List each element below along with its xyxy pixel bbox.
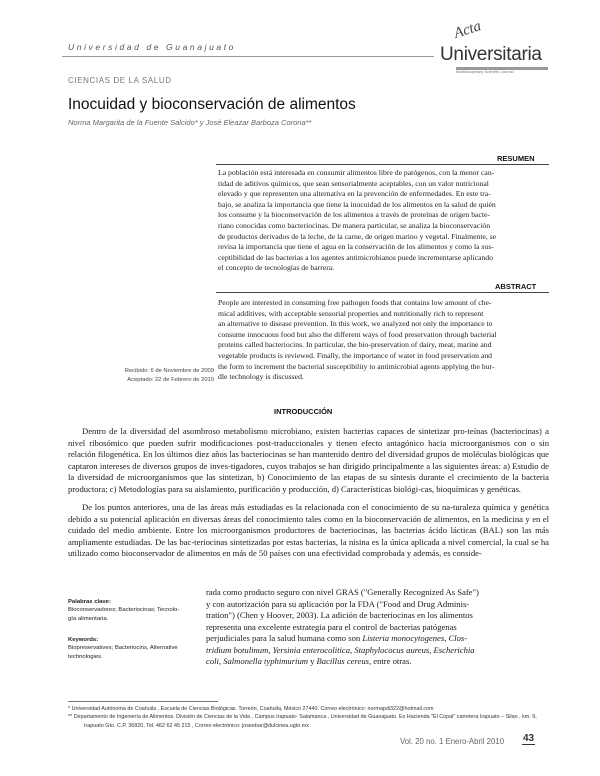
intro-continuation (206, 587, 549, 668)
logo-universitaria: Universitaria (440, 44, 542, 65)
accepted-date: Aceptado: 22 de Febrero de 2010 (127, 376, 214, 383)
page-number: 43 (523, 733, 535, 744)
resumen-line: los consume y la bioconservación de los alimentos a través de proteínas de origen bacte- (218, 210, 490, 220)
sep: , (218, 656, 222, 666)
resumen-line: tidad de aditivos químicos, que sean sensorialmente aceptables, con un valor nutricional (218, 178, 489, 188)
keywords-en-line: technologies. (68, 653, 103, 660)
cont-line (206, 633, 549, 645)
cont-line (206, 656, 549, 668)
keywords-es-label: Palabras clave: (68, 599, 111, 605)
resumen-line: La población está interesada en consumir alimentos libre de patógenos, con la menor can- (218, 168, 495, 177)
resumen-line: de productos derivados de la leche, de la carne, de origen marino y vegetal. Finalmente, se (218, 231, 497, 241)
species-clostridium-a: Clos- (448, 633, 468, 643)
abstract-heading: ABSTRACT (495, 282, 537, 291)
cont-line: tration") (Chen y Hoover, 2003). La adición de bacteriocinas en los alimentos (206, 610, 473, 620)
sep: , (444, 633, 447, 643)
logo-tagline: Multidisciplinary Scientific Journal (456, 70, 514, 74)
footnote-2: ** Departamento de Ingeniería de Alimentos. División de Ciencias de la Vida , Campus Irapuato- Salamanca , Universidad de Guanajuato. Ex Hacienda "El Copal" carretera Irapuato – Silao , km. 9, (68, 714, 537, 720)
species-listeria: Listeria monocytogenes (362, 633, 445, 643)
header-rule (62, 56, 434, 57)
intro-paragraph-1: Dentro de la diversidad del asombroso metabolismo microbiano, existen bacterias capaces de sintetizar pro-teínas (bacteriocinas) a nivel ribosómico que pueden sufrir modificaciones post-traduccionales y tienen efecto antagónico hacia microorganismos con o sin relación filogenética. En los últimos diez años las bacteriocinas se han mantenido dentro del diversidad grupos de moléculas biológicas que captaron intereses de diversos grupos de inves-tigadores, cuyos trabajos se han dirigido principalmente a las siguientes áreas: a) Estudio de la diversidad de microorganismos que las sintetizan, b) Conocimiento de las etapas de su síntesis durante el crecimiento de la bacteria productora; c) Metodologías para su aislamiento, purificación y producción, d) Características biológi-cas, bioquímicas y genéticas. (68, 426, 549, 494)
journal-logo (440, 18, 552, 80)
keywords-en (68, 636, 196, 661)
abstract-line: an alternative to disease prevention. In this work, we analyzed not only the importance to (218, 319, 493, 329)
footnote-1: * Universidad Autónoma de Coahuila , Escuela de Ciencias Biológicas. Torreón, Coahuila, México 27440. Correo electrónico: normapdi322@hotmail.com (68, 706, 434, 712)
article-dates (100, 367, 214, 384)
species-clostridium-b: tridium botulinum (206, 644, 269, 655)
cont-line (206, 645, 549, 657)
resumen-line: revisa la importancia que tiene el agua en la conservación de los alimentos y como la sus- (218, 242, 494, 252)
intro-paragraph-2: De los puntos anteriores, una de las áreas más estudiadas es la relacionada con el conocimiento de su na-turaleza química y genética debido a su potencial aplicación en diversas áreas del conocimiento tales como en la bioconservación de alimentos, en la medicina y en el cuidado del medio ambiente. Entre los microorganismos productores de bacteriocinas, las bacterias ácido lácticas (BAL) son las más ampliamente estudiadas. De las bac-teriocinas sintetizadas por estas bacterias, la nisina es la única aplicada a nivel comercial, la cual se ha utilizado como bioconservador de alimentos en más de 50 países con una efectividad comprobada y además, es conside- (68, 502, 549, 558)
cont-text: perjudiciales para la salud humana como son (206, 633, 361, 643)
resumen-heading: RESUMEN (497, 154, 535, 163)
resumen-line: ceptibilidad de las bacterias a los agentes antimicrobianos puede incrementarse aplicando (218, 252, 493, 262)
abstract-line: the form to increment the bacterial susceptibility to antimicrobial agents applying the hur- (218, 361, 495, 371)
abstract-text (218, 298, 549, 383)
cont-line: representa una excelente estrategia para el control de bacterias patógenas (206, 621, 457, 632)
sep: , (268, 644, 271, 655)
species-staphylococcus: Staphylococus aureus (354, 644, 430, 655)
species-bacillus: Bacillus cereus (316, 656, 369, 666)
received-date: Recibido: 6 de Noviembre de 2009 (124, 368, 214, 374)
sep: , entre otras. (368, 656, 412, 666)
keywords-en-line: Biopreservatives; Bacteriocins, Alternative (68, 645, 178, 652)
intro-body (68, 426, 549, 560)
resumen-line: bajo, se analiza la importancia que tiene la inocuidad de los alimentos en la salud de quién (218, 199, 496, 209)
abstract-line: dle technology is discussed. (218, 372, 304, 382)
resumen-line: riano conocidas como bacteriocinas. De manera particular, se analiza la bioconservación (218, 220, 491, 230)
species-escherichia: Escherichia (433, 644, 475, 655)
intro-heading: INTRODUCCIÓN (274, 407, 333, 416)
university-name: Universidad de Guanajuato (68, 42, 237, 52)
logo-acta: Acta (452, 18, 484, 42)
species-yersinia: Yersinia enterocolitica (272, 644, 351, 655)
resumen-text (218, 168, 549, 274)
resumen-line: elevado y que representen una alternativa en la prevención de enfermedades. En este tra- (218, 189, 491, 199)
abstract-line: People are interested in consuming free pathogen foods that contains low amount of che- (218, 298, 492, 307)
abstract-line: proteins called bacteriocins. In particular, the bio-preservation of dairy, meat, marine and (218, 340, 492, 350)
footnote-3: Irapuato Gto. C.P. 36820, Tel. 462 62 45 215 , Correo electrónico: joseebar@dulcinea.ugto.mx (84, 723, 309, 729)
resumen-line: el concepto de tecnologías de barrera. (218, 263, 335, 273)
sep: , (429, 644, 432, 655)
article-authors: Norma Margarita de la Fuente Salcido* y José Eleazar Barboza Corona** (68, 118, 312, 127)
section-label: CIENCIAS DE LA SALUD (68, 76, 172, 85)
volume-info: Vol. 20 no. 1 Enero-Abril 2010 (400, 737, 505, 746)
keywords-es-line: Bioconservadores; Bacteriocinas; Tecnolo- (68, 607, 180, 614)
footnote-rule (68, 701, 218, 702)
resumen-rule (216, 164, 549, 165)
article-title: Inocuidad y bioconservación de alimentos (68, 96, 356, 113)
species-coli: coli (206, 656, 219, 666)
cont-line: y con autorización para su aplicación por la FDA ("Food and Drug Adminis- (206, 598, 470, 609)
cont-line: rada como producto seguro con nivel GRAS ("Generally Recognized As Safe") (206, 587, 479, 597)
keywords-es (68, 598, 196, 623)
sep: , (350, 644, 353, 655)
abstract-line: vegetable products is reviewed. Finally, the importance of water in food preservation and (218, 350, 493, 360)
species-salmonella: Salmonella typhimurium (223, 656, 308, 666)
keywords-es-line: gía alimentaria. (68, 615, 109, 622)
abstract-line: mical additives, with acceptable sensorial properties and nutritionally rich to represent (218, 308, 484, 318)
keywords-en-label: Keywords: (68, 637, 99, 643)
sep: y (307, 656, 317, 666)
abstract-line: consume innocuous food but also the different ways of food preservation through bacterial (218, 329, 497, 339)
abstract-rule (216, 292, 549, 293)
